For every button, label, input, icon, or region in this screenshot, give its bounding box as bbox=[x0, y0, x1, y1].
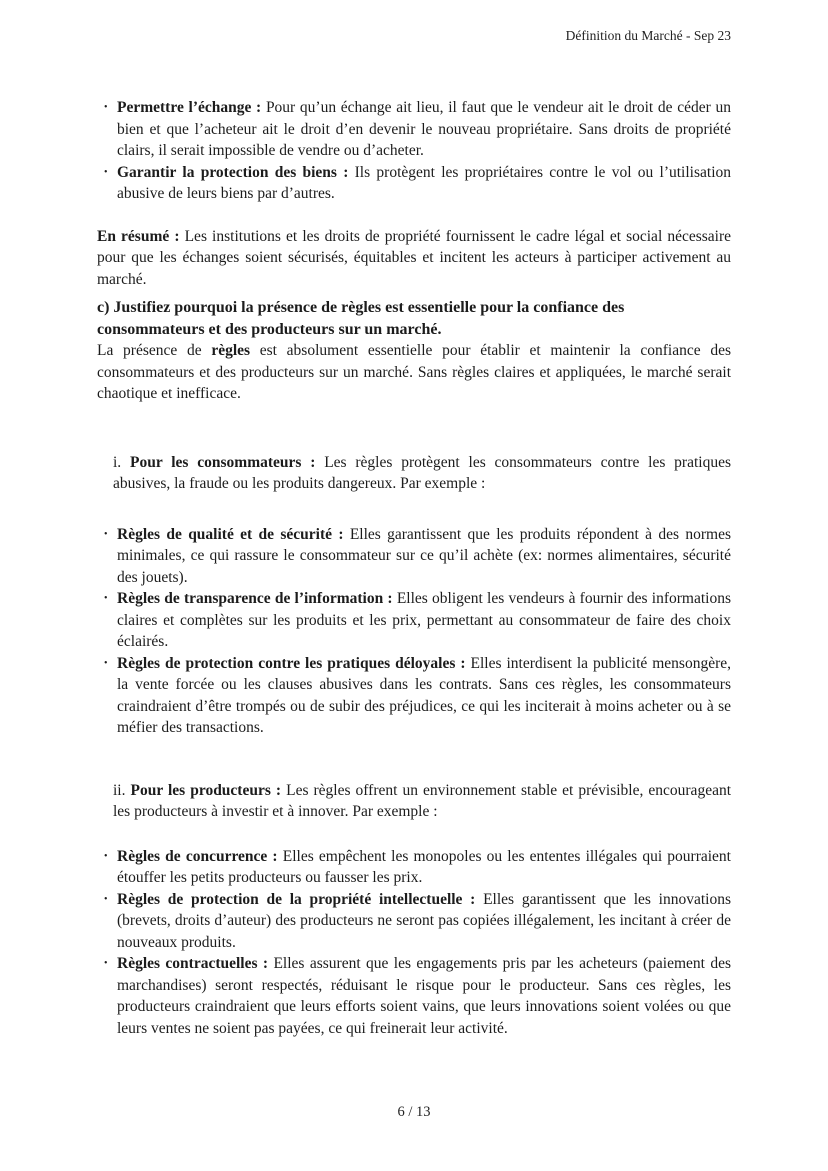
property-rights-list bbox=[97, 97, 731, 205]
consumer-rules-list bbox=[97, 524, 731, 739]
consumers-text: Les règles protègent les consommateurs contre les pratiques abusives, la fraude ou les produits dangereux. Par exemple : bbox=[113, 453, 732, 492]
list-item-label: Garantir la protection des biens : bbox=[117, 163, 349, 181]
consumers-numeral: i. bbox=[113, 453, 130, 471]
consumers-label: Pour les consommateurs : bbox=[129, 453, 316, 471]
bullet-icon: • bbox=[104, 893, 108, 905]
producers-numeral: ii. bbox=[113, 781, 131, 799]
list-item-label: Règles contractuelles : bbox=[117, 955, 269, 972]
page-header bbox=[97, 28, 731, 44]
page-footer bbox=[0, 1102, 828, 1124]
list-item-text bbox=[117, 846, 731, 889]
list-item bbox=[97, 889, 731, 954]
list-item-label: Règles de qualité et de sécurité : bbox=[117, 525, 344, 543]
list-item bbox=[97, 524, 731, 589]
list-item-body: Pour qu’un échange ait lieu, il faut que le vendeur ait le droit de céder un bien et que l’acheteur ait le droit d’en devenir le nouveau propriétaire. Sans droits de propriété clairs, il serait impossible de vendre ou d’acheter. bbox=[117, 99, 732, 159]
list-item-body: Elles garantissent que les innovations (brevets, droits d’auteur) des producteurs ne seront pas copiées illégalement, les incitant à créer de nouveaux produits. bbox=[117, 890, 731, 951]
bullet-icon: • bbox=[104, 102, 108, 113]
summary-label: En résumé : bbox=[97, 227, 180, 245]
intro-post: est absolument essentielle pour établir et maintenir la confiance des consommateurs et des producteurs sur un marché. Sans règles claires et appliquées, le marché serait chaotique et inefficace. bbox=[97, 342, 731, 402]
list-item bbox=[97, 162, 731, 205]
list-item bbox=[97, 953, 731, 1039]
list-item-body: Elles assurent que les engagements pris par les acheteurs (paiement des marchandises) seront respectés, réduisant le risque pour le producteur. Sans ces règles, les producteurs craindraient que leurs efforts soient vains, que leurs innovations soient volées ou que leurs ventes ne soient pas payées, ce qui freinerait leur activité. bbox=[117, 955, 731, 1037]
list-item-label: Permettre l’échange : bbox=[117, 99, 262, 116]
list-item bbox=[97, 846, 731, 889]
producers-paragraph bbox=[113, 780, 731, 823]
list-item bbox=[97, 588, 731, 653]
intro-bold: règles bbox=[211, 342, 251, 359]
list-item-text bbox=[117, 162, 731, 205]
list-item-text bbox=[117, 588, 731, 653]
summary-text: Les institutions et les droits de propriété fournissent le cadre légal et social nécessaire pour que les échanges soient sécurisés, équitables et incitent les acteurs à participer activement au marché. bbox=[97, 227, 732, 288]
summary-paragraph bbox=[97, 226, 731, 291]
bullet-icon: • bbox=[104, 850, 108, 862]
intro-pre: La présence de bbox=[97, 342, 212, 359]
list-item-body: Elles empêchent les monopoles ou les ententes illégales qui pourraient étouffer les petits producteurs ou fausser les prix. bbox=[117, 847, 731, 886]
bullet-icon: • bbox=[104, 593, 108, 604]
list-item-body: Elles obligent les vendeurs à fournir des informations claires et complètes sur les produits et les prix, permettant au consommateur de faire des choix éclairés. bbox=[117, 590, 732, 650]
list-item-text bbox=[117, 953, 731, 1039]
bullet-icon: • bbox=[104, 657, 108, 669]
list-item-body: Ils protègent les propriétaires contre le vol ou l’utilisation abusive de leurs biens par d’autres. bbox=[117, 163, 732, 202]
list-item-body: Elles garantissent que les produits répondent à des normes minimales, ce qui rassure le consommateur sur ce qu’il achète (ex: normes alimentaires, sécurité des jouets). bbox=[117, 525, 731, 586]
bullet-icon: • bbox=[104, 166, 108, 178]
question-c-heading: c) Justifiez pourquoi la présence de règles est essentielle pour la confiance des consommateurs et des producteurs sur un marché. bbox=[97, 299, 625, 338]
list-item bbox=[97, 97, 731, 162]
question-c-intro bbox=[97, 340, 731, 405]
producers-label: Pour les producteurs : bbox=[130, 781, 282, 799]
header-title: Définition du Marché - Sep 23 bbox=[565, 28, 731, 43]
list-item-label: Règles de transparence de l’information : bbox=[117, 590, 393, 607]
page-number: 6 / 13 bbox=[397, 1104, 431, 1120]
producer-rules-list bbox=[97, 846, 731, 1040]
list-item-label: Règles de protection de la propriété intellectuelle : bbox=[117, 890, 476, 908]
producers-text: Les règles offrent un environnement stable et prévisible, encourageant les producteurs à investir et à innover. Par exemple : bbox=[113, 781, 732, 820]
list-item bbox=[97, 653, 731, 739]
bullet-icon: • bbox=[104, 528, 108, 540]
list-item-body: Elles interdisent la publicité mensongère, la vente forcée ou les clauses abusives dans les contrats. Sans ces règles, les consommateurs craindraient d’être trompés ou de subir des préjudices, ce qui les inciterait à moins acheter ou à se méfier des transactions. bbox=[117, 654, 732, 736]
list-item-label: Règles de concurrence : bbox=[117, 847, 278, 865]
list-item-label: Règles de protection contre les pratiques déloyales : bbox=[117, 654, 466, 672]
list-item-text bbox=[117, 889, 731, 954]
list-item-text bbox=[117, 653, 731, 739]
bullet-icon: • bbox=[104, 958, 108, 969]
list-item-text bbox=[117, 97, 731, 162]
list-item-text bbox=[117, 524, 731, 589]
consumers-paragraph bbox=[113, 452, 731, 495]
